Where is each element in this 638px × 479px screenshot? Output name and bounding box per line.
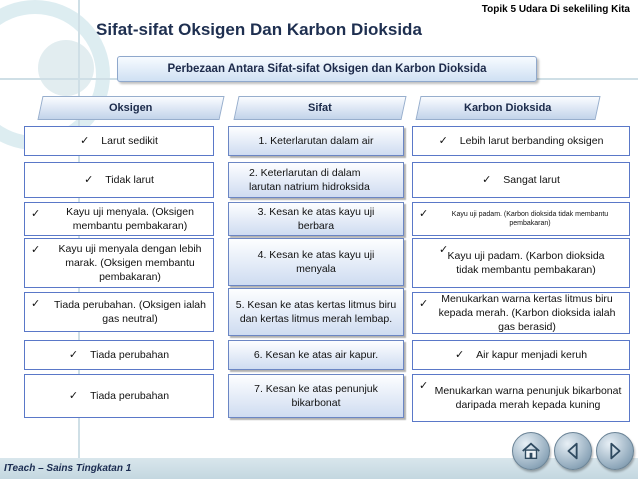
row-4-oksigen bbox=[24, 238, 214, 288]
check-icon: ✓ bbox=[68, 390, 79, 402]
row-1-oksigen-text: Larut sedikit bbox=[101, 135, 158, 147]
forward-arrow-icon bbox=[604, 440, 626, 462]
row-2-sifat-text: 2. Keterlarutan di dalam larutan natrium hidroksida bbox=[249, 167, 370, 193]
row-5-sifat-text: 5. Kesan ke atas kertas litmus biru dan kertas litmus merah lembap. bbox=[235, 299, 397, 325]
check-icon: ✓ bbox=[419, 208, 429, 220]
row-5-karbon bbox=[412, 292, 630, 334]
row-6-oksigen bbox=[24, 340, 214, 370]
home-icon bbox=[520, 440, 542, 462]
row-6-karbon-text: Air kapur menjadi keruh bbox=[476, 349, 588, 361]
footer-text: ITeach – Sains Tingkatan 1 bbox=[4, 463, 132, 474]
row-4-sifat bbox=[228, 238, 404, 286]
row-6-oksigen-text: Tiada perubahan bbox=[90, 349, 170, 361]
row-3-karbon-text: Kayu uji padam. (Karbon dioksida tidak membantu pembakaran) bbox=[451, 211, 609, 227]
row-6-sifat bbox=[228, 340, 404, 370]
header-oksigen-label: Oksigen bbox=[109, 102, 153, 114]
check-icon: ✓ bbox=[454, 349, 465, 361]
back-button[interactable] bbox=[554, 432, 592, 470]
header-sifat-label: Sifat bbox=[308, 102, 332, 114]
row-3-oksigen bbox=[24, 202, 214, 236]
check-icon: ✓ bbox=[482, 174, 492, 186]
header-oksigen bbox=[37, 96, 224, 120]
row-6-karbon bbox=[412, 340, 630, 370]
header-karbon-label: Karbon Dioksida bbox=[464, 102, 552, 114]
background-dot-decoration bbox=[38, 40, 94, 96]
check-icon: ✓ bbox=[84, 174, 94, 186]
row-1-oksigen bbox=[24, 126, 214, 156]
row-1-sifat bbox=[228, 126, 404, 156]
row-7-sifat bbox=[228, 374, 404, 418]
check-icon: ✓ bbox=[31, 244, 41, 256]
row-4-sifat-text: 4. Kesan ke atas kayu uji menyala bbox=[257, 249, 375, 275]
header-sifat bbox=[233, 96, 406, 120]
check-icon: ✓ bbox=[31, 208, 41, 220]
check-icon: ✓ bbox=[31, 298, 41, 310]
row-3-sifat-text: 3. Kesan ke atas kayu uji berbara bbox=[257, 206, 375, 232]
check-icon: ✓ bbox=[439, 244, 449, 256]
check-icon: ✓ bbox=[68, 349, 79, 361]
row-2-sifat bbox=[228, 162, 404, 198]
row-2-karbon bbox=[412, 162, 630, 198]
row-5-oksigen-text: Tiada perubahan. (Oksigen ialah gas neutral) bbox=[54, 299, 206, 325]
row-4-karbon bbox=[412, 238, 630, 288]
check-icon: ✓ bbox=[438, 135, 448, 147]
check-icon: ✓ bbox=[419, 298, 429, 310]
row-5-sifat bbox=[228, 288, 404, 336]
row-3-karbon bbox=[412, 202, 630, 236]
header-karbon bbox=[415, 96, 600, 120]
row-1-sifat-text: 1. Keterlarutan dalam air bbox=[258, 135, 374, 147]
row-7-oksigen-text: Tiada perubahan bbox=[90, 390, 170, 402]
row-2-oksigen-text: Tidak larut bbox=[105, 174, 154, 186]
row-3-sifat bbox=[228, 202, 404, 236]
row-4-oksigen-text: Kayu uji menyala dengan lebih marak. (Oksigen membantu pembakaran) bbox=[58, 243, 202, 283]
page-title: Sifat-sifat Oksigen Dan Karbon Dioksida bbox=[96, 20, 422, 39]
row-2-oksigen bbox=[24, 162, 214, 198]
row-7-sifat-text: 7. Kesan ke atas penunjuk bikarbonat bbox=[254, 383, 378, 409]
forward-button[interactable] bbox=[596, 432, 634, 470]
row-2-karbon-text: Sangat larut bbox=[503, 174, 560, 186]
row-5-karbon-text: Menukarkan warna kertas litmus biru kepada merah. (Karbon dioksida ialah gas berasid) bbox=[438, 293, 616, 333]
row-7-karbon-text: Menukarkan warna penunjuk bikarbonat daripada merah kepada kuning bbox=[434, 385, 622, 411]
back-arrow-icon bbox=[562, 440, 584, 462]
row-7-karbon bbox=[412, 374, 630, 422]
row-3-oksigen-text: Kayu uji menyala. (Oksigen membantu pembakaran) bbox=[66, 206, 194, 232]
home-button[interactable] bbox=[512, 432, 550, 470]
row-5-oksigen bbox=[24, 292, 214, 332]
subtitle-text: Perbezaan Antara Sifat-sifat Oksigen dan Karbon Dioksida bbox=[167, 63, 487, 75]
check-icon: ✓ bbox=[419, 380, 429, 392]
row-4-karbon-text: Kayu uji padam. (Karbon dioksida tidak membantu pembakaran) bbox=[447, 250, 605, 276]
subtitle-banner bbox=[117, 56, 537, 82]
row-1-karbon bbox=[412, 126, 630, 156]
row-1-karbon-text: Lebih larut berbanding oksigen bbox=[459, 135, 604, 147]
check-icon: ✓ bbox=[80, 135, 90, 147]
row-7-oksigen bbox=[24, 374, 214, 418]
topic-label: Topik 5 Udara Di sekeliling Kita bbox=[481, 4, 630, 15]
row-6-sifat-text: 6. Kesan ke atas air kapur. bbox=[253, 349, 379, 361]
